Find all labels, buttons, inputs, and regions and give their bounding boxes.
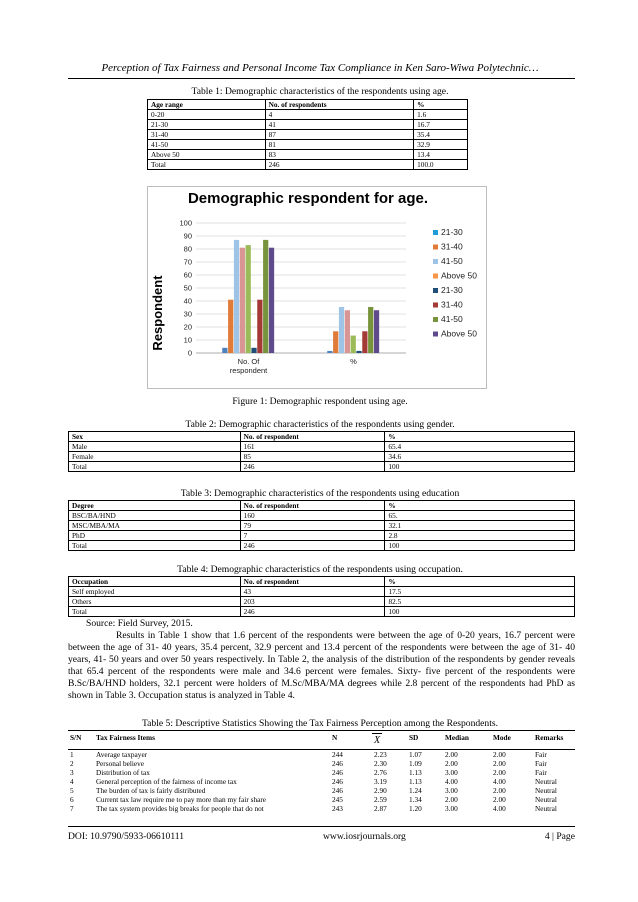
bar-41-50 [240,248,245,353]
table-cell: 87 [265,130,414,140]
table-cell: 31-40 [148,130,266,140]
table4-caption: Table 4: Demographic characteristics of the respondents using occupation. [177,564,463,575]
table-cell: 100.0 [414,160,468,170]
legend-label: Above 50 [441,328,477,339]
y-tick-label: 20 [183,322,192,332]
table-cell: 13.4 [414,150,468,160]
bar-above-50 [246,245,251,353]
footer-rule [68,826,575,827]
table-cell: 4.00 [493,804,506,813]
table-cell: 2.23 [374,750,387,759]
table-cell: 17.5 [385,587,575,597]
y-tick-label: 90 [183,231,192,241]
footer-site: www.iosrjournals.org [322,831,406,842]
table3-education [68,500,575,551]
table-cell: 203 [240,597,385,607]
table-cell: 41-50 [148,140,266,150]
table-cell: Neutral [535,786,557,795]
table-cell: 4 [265,110,414,120]
table-cell: 246 [332,786,343,795]
y-tick-label: 50 [183,283,192,293]
table-row [69,607,575,617]
bar-31-40 [257,300,262,353]
table-cell: 3.00 [445,786,458,795]
table-cell: 41 [265,120,414,130]
table-cell: 2.00 [445,795,458,804]
table5-header-cell: N [330,731,372,750]
table-cell: 1.07 [409,750,422,759]
table-cell: 245 [332,795,343,804]
footer-doi: DOI: 10.9790/5933-06610111 [68,831,185,842]
table5-body [68,750,575,814]
table-cell: Total [69,462,241,472]
table-cell: Distribution of tax [96,768,150,777]
legend-swatch [433,303,438,308]
table5-header-cell: Remarks [533,731,575,750]
table-cell: 34.6 [385,452,575,462]
figure1-caption: Figure 1: Demographic respondent using age. [232,396,408,407]
table-cell: 2.00 [493,768,506,777]
table-cell: 3.19 [374,777,387,786]
table2-gender [68,431,575,472]
table-cell: 2.59 [374,795,387,804]
table-cell: 83 [265,150,414,160]
table-cell: 100 [385,462,575,472]
table-row [69,541,575,551]
table5-fairness [68,730,575,813]
table5-header-cell: S/N [68,731,94,750]
chart-bars [222,240,379,353]
table-row [68,777,575,786]
table-cell: Current tax law require me to pay more than my fair share [96,795,266,804]
table-cell: 2.00 [445,750,458,759]
table-cell: 1 [70,750,74,759]
table2-header-cell: % [385,432,575,442]
bar-31-40 [339,307,344,353]
table-cell: Fair [535,750,547,759]
table-cell: The burden of tax is fairly distributed [96,786,206,795]
bar-above-50 [374,310,379,353]
table-cell: BSC/BA/HND [69,511,241,521]
bar-21-30 [228,300,233,353]
table-cell: 2.76 [374,768,387,777]
table-cell: 4 [70,777,74,786]
table-cell: Others [69,597,241,607]
table-row [69,511,575,521]
table-cell: 160 [240,511,385,521]
y-tick-label: 100 [179,218,192,228]
chart-y-ticks [179,219,192,358]
table-cell: 32.1 [385,521,575,531]
table5-header-cell: Tax Fairness Items [94,731,330,750]
table4-occupation [68,576,575,617]
table5-header-cell [372,731,407,750]
table-cell: Neutral [535,804,557,813]
table-row [69,521,575,531]
legend-swatch [433,332,438,337]
y-tick-label: 30 [183,309,192,319]
table-cell: 2.87 [374,804,387,813]
table-row [148,160,468,170]
table-cell: Fair [535,759,547,768]
legend-swatch [433,274,438,279]
table-cell: 3.00 [445,804,458,813]
legend-label: 21-30 [441,227,463,237]
table-cell: 79 [240,521,385,531]
table3-header-cell: % [385,501,575,511]
table5-header-cell: Median [443,731,491,750]
legend-swatch [433,317,438,322]
chart-svg [148,187,486,388]
table5-header-cell: Mode [491,731,533,750]
table-cell: 246 [265,160,414,170]
chart-x-ticks [230,357,357,375]
legend-label: 41-50 [441,314,463,324]
legend-swatch [433,245,438,250]
table3-header-cell: No. of respondent [240,501,385,511]
table-cell: 1.13 [409,777,422,786]
table-cell: 2.00 [493,795,506,804]
bar-21-30 [333,331,338,353]
table4-header-cell: % [385,577,575,587]
table-cell: General perception of the fairness of income tax [96,777,237,786]
bar-above-50 [351,336,356,353]
table-cell: Fair [535,768,547,777]
table5-header-cell: SD [407,731,443,750]
bar-21-30 [251,348,256,353]
legend-label: 41-50 [441,256,463,266]
y-tick-label: 60 [183,270,192,280]
chart-title: Demographic respondent for age. [187,190,429,207]
table-cell: 4.00 [493,777,506,786]
legend-label: Above 50 [441,270,477,281]
bar-41-50 [345,310,350,353]
x-tick-label: No. Of respondent [229,357,268,375]
table-cell: 1.13 [409,768,422,777]
table4-header-cell: No. of respondent [240,577,385,587]
results-text: Results in Table 1 show that 1.6 percent of the respondents were between the age of 0-20 years, 16.7 percent were between the age of 31- 40 years, 35.4 percent, 32.9 percent and 13.4 percent of the respondents were between the age of 31- 40 years, 41- 50 years and over 50 years respectively. In Table 2, the analysis of the distribution of the respondents by gender reveals that 65.4 percent of the respondents were male and 34.6 percent were females. Sixty- five percent of the respondents were B.Sc/BA/HND holders, 32.1 percent were holders of M.Sc/MBA/MA degrees while 2.8 percent of the respondents had PhD as shown in Table 3. Occupation status is analyzed in Table 4. [68,630,575,701]
table-cell: 7 [240,531,385,541]
y-tick-label: 40 [183,296,192,306]
table-cell: 2.00 [493,759,506,768]
table-cell: 2.8 [385,531,575,541]
table1-header-row [148,100,468,110]
table-cell: 246 [240,541,385,551]
table-cell: 82.5 [385,597,575,607]
table-cell: 100 [385,541,575,551]
table-cell: 2.30 [374,759,387,768]
table2-header-cell: No. of respondent [240,432,385,442]
table-cell: 243 [332,804,343,813]
table5-header [68,731,575,750]
table-cell: 246 [240,607,385,617]
legend-swatch [433,288,438,293]
bar-0-20 [222,348,227,353]
table3-header-cell: Degree [69,501,241,511]
y-tick-label: 70 [183,257,192,267]
table1-header-cell: % [414,100,468,110]
table-cell: 35.4 [414,130,468,140]
table-cell: 65.4 [385,442,575,452]
table-cell: 0-20 [148,110,266,120]
table-cell: 6 [70,795,74,804]
table-cell: Total [69,607,241,617]
y-tick-label: 80 [183,244,192,254]
table-cell: The tax system provides big breaks for people that do not [96,804,264,813]
table-cell: 3 [70,768,74,777]
table-cell: 1.20 [409,804,422,813]
table5-caption: Table 5: Descriptive Statistics Showing the Tax Fairness Perception among the Respondents. [141,718,499,729]
age-bar-chart [147,186,487,389]
table-row [69,587,575,597]
bar-above-50 [269,248,274,353]
table-cell: 85 [240,452,385,462]
y-tick-label: 10 [183,335,192,345]
table-row [68,750,575,760]
table-cell: 3.00 [445,768,458,777]
table-row [69,462,575,472]
table-row [69,597,575,607]
table-row [148,140,468,150]
table-cell: 244 [332,750,343,759]
table-row [148,130,468,140]
table-cell: Neutral [535,777,557,786]
table3-header-row [69,501,575,511]
table-cell: 2 [70,759,74,768]
table-row [69,442,575,452]
bar-41-50 [368,307,373,353]
x-tick-label: % [350,357,357,366]
source-note: Source: Field Survey, 2015. [86,618,193,629]
table-cell: 43 [240,587,385,597]
page-footer [68,831,575,842]
table1-header-cell: Age range [148,100,266,110]
table-cell: 7 [70,804,74,813]
table-cell: 21-30 [148,120,266,130]
table-row [69,452,575,462]
table-cell: 1.6 [414,110,468,120]
bar-41-50 [263,240,268,353]
legend-swatch [433,230,438,235]
table-row [148,150,468,160]
bar-31-40 [234,240,239,353]
table-cell: 1.09 [409,759,422,768]
table-cell: 246 [332,759,343,768]
table-cell: Average taxpayer [96,750,148,759]
table-cell: 246 [332,768,343,777]
table4-header-row [69,577,575,587]
bar-0-20 [327,351,332,353]
table-cell: 65. [385,511,575,521]
table-cell: Personal believe [96,759,145,768]
table-row [68,786,575,795]
table-cell: Above 50 [148,150,266,160]
table-row [68,759,575,768]
chart-ylabel: Respondent [150,275,165,351]
table-cell: Female [69,452,241,462]
table-cell: 100 [385,607,575,617]
table2-header-row [69,432,575,442]
table1-age [147,99,468,170]
table-cell: 2.00 [445,759,458,768]
table-cell: Neutral [535,795,557,804]
table-cell: 1.34 [409,795,422,804]
table-cell: Total [148,160,266,170]
chart-legend [433,227,477,339]
table-cell: 5 [70,786,74,795]
table-cell: 2.90 [374,786,387,795]
table-cell: PhD [69,531,241,541]
table-cell: 16.7 [414,120,468,130]
table2-header-cell: Sex [69,432,241,442]
table-cell: 246 [332,777,343,786]
bar-31-40 [362,331,367,353]
table-cell: Self employed [69,587,241,597]
table1-caption: Table 1: Demographic characteristics of the respondents using age. [191,86,449,97]
table-cell: 81 [265,140,414,150]
table-cell: 1.24 [409,786,422,795]
mean-symbol: X [374,735,381,746]
table-cell: 32.9 [414,140,468,150]
legend-label: 31-40 [441,299,463,310]
table-row [69,531,575,541]
table-row [148,110,468,120]
table-row [68,795,575,804]
legend-label: 31-40 [441,241,463,252]
table-cell: 161 [240,442,385,452]
table-row [68,768,575,777]
table-row [148,120,468,130]
results-paragraph [68,630,575,702]
table-cell: Male [69,442,241,452]
table-row [68,804,575,813]
table-cell: 2.00 [493,786,506,795]
table4-header-cell: Occupation [69,577,241,587]
y-tick-label: 0 [187,348,192,358]
legend-label: 21-30 [441,285,463,295]
table-cell: Total [69,541,241,551]
legend-swatch [433,259,438,264]
table-cell: 246 [240,462,385,472]
table-cell: MSC/MBA/MA [69,521,241,531]
bar-21-30 [356,351,361,353]
table2-caption: Table 2: Demographic characteristics of the respondents using gender. [185,419,455,430]
table1-header-cell: No. of respondents [265,100,414,110]
table-cell: 4.00 [445,777,458,786]
running-header: Perception of Tax Fairness and Personal Income Tax Compliance in Ken Saro-Wiwa Polytechnic… [101,62,539,74]
table3-caption: Table 3: Demographic characteristics of the respondents using education [180,488,460,499]
table-cell: 2.00 [493,750,506,759]
footer-page-number: 4 | Page [544,831,575,842]
header-rule [68,78,575,79]
